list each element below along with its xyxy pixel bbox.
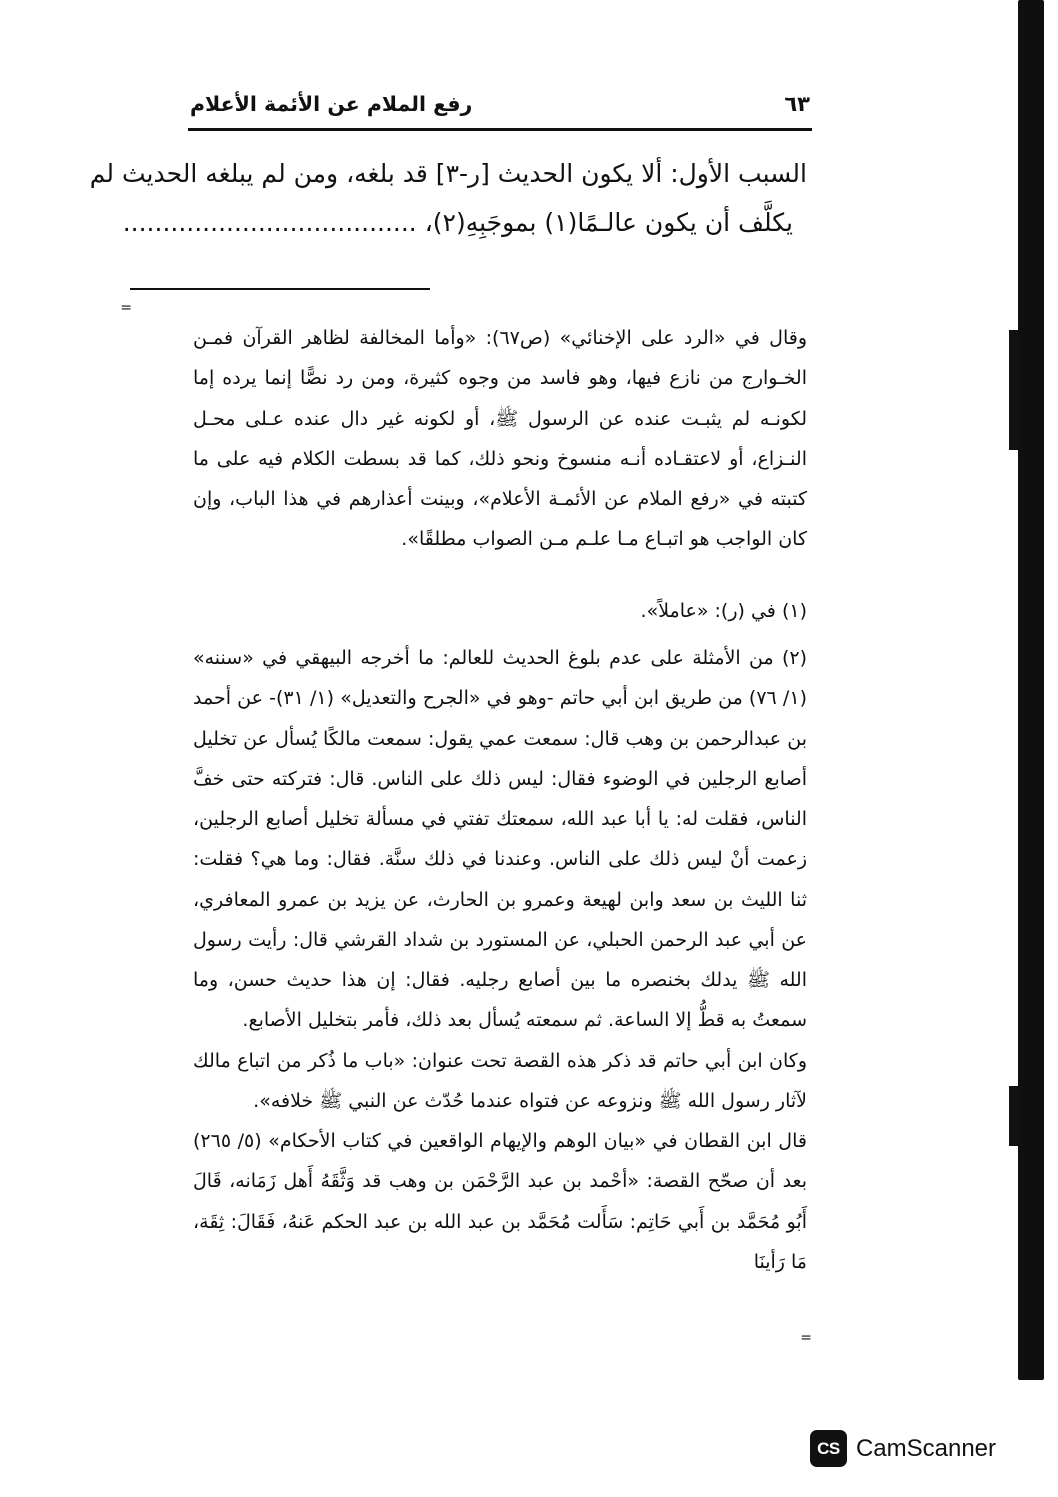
camscanner-logo-icon: CS — [810, 1430, 847, 1467]
main-text-line-2: يكلَّف أن يكون عالـمًا(١) بموجَبِهِ(٢)، ..................................... — [122, 207, 793, 237]
footnote-2-extra-paragraph-1: وكان ابن أبي حاتم قد ذكر هذه القصة تحت عنوان: «باب ما ذُكر من اتباع مالك لآثار رسول الله ﷺ ونزوعه عن فتواه عندما حُدّث عن النبي ﷺ خلافه». — [193, 1049, 807, 1112]
main-text-line-1: السبب الأول: ألا يكون الحديث [ر-٣] قد بلغه، ومن لم يبلغه الحديث لم — [89, 159, 807, 188]
footnote-1-text — [193, 592, 807, 631]
camscanner-watermark — [810, 1430, 996, 1467]
footnote-separator-rule — [130, 288, 430, 290]
footnote-continued — [193, 318, 807, 560]
footnote-2-extra-paragraph-2: قال ابن القطان في «بيان الوهم والإيهام الواقعين في كتاب الأحكام» (٥/ ٢٦٥) بعد أن صحّح القصة: «أحْمد بن عبد الرَّحْمَن بن وهب قد وَثَّقَهُ أَهل زَمَانه، قَالَ أَبُو مُحَمَّد بن أَبي حَاتِم: سَأَلت مُحَمَّد بن عبد الله بن عبد الحكم عَنهُ، فَقَالَ: ثِقَة، مَا رَأينَا — [193, 1130, 807, 1273]
page-binding-edge — [1000, 0, 1058, 1497]
binding-shadow — [1018, 0, 1044, 1380]
page-number: ٦٣ — [784, 92, 810, 116]
footnote-1-body: في (ر): «عاملاً». — [640, 600, 776, 622]
page-header — [190, 92, 810, 116]
main-text-block — [89, 150, 807, 248]
header-rule — [188, 128, 812, 131]
footnote-2-body: من الأمثلة على عدم بلوغ الحديث للعالم: ما أخرجه البيهقي في «سننه» (١/ ٧٦) من طريق ابن أبي حاتم -وهو في «الجرح والتعديل» (١/ ٣١)- عن أحمد بن عبدالرحمن بن وهب قال: سمعت عمي يقول: سمعت مالكًا يُسأل عن تخليل أصابع الرجلين في الوضوء فقال: ليس ذلك على الناس. قال: فتركته حتى خفَّ الناس، فقلت له: يا أبا عبد الله، سمعتك تفتي في مسألة تخليل أصابع الرجلين، زعمت أنْ ليس ذلك على الناس. وعندنا في ذلك سنَّة. فقال: وما هي؟ فقلت: ثنا الليث بن سعد وابن لهيعة وعمرو بن الحارث، عن يزيد بن عمرو المعافري، عن أبي عبد الرحمن الحبلي، عن المستورد بن شداد القرشي قال: رأيت رسول الله ﷺ يدلك بخنصره ما بين أصابع رجليه. فقال: إن هذا حديث حسن، وما سمعتُ به قطُّ إلا الساعة. ثم سمعته يُسأل بعد ذلك، فأمر بتخليل الأصابع. — [193, 647, 807, 1032]
footnote-1-marker: (١) — [781, 600, 807, 622]
footnote-2-marker: (٢) — [781, 647, 807, 669]
footnote-continued-text: وقال في «الرد على الإخنائي» (ص٦٧): «وأما المخالفة لظاهر القرآن فمـن الخـوارج من نازع فيها، وهو فاسد من وجوه كثيرة، ومن رد نصًّا إنما يرده إما لكونـه لم يثبـت عنده عن الرسول ﷺ، أو لكونه غير دال عنده عـلى محـل النـزاع، أو لاعتقـاده أنـه منسوخ ونحو ذلك، كما قد بسطت الكلام فيه على ما كتبته في «رفع الملام عن الأئمـة الأعلام»، وبينت أعذارهم في هذا الباب، وإن كان الواجب هو اتبـاع مـا علـم مـن الصواب مطلقًا». — [193, 327, 807, 551]
footnote-1 — [193, 592, 807, 631]
page-edge-nick-upper — [1009, 330, 1018, 450]
continuation-mark-top: = — [120, 300, 132, 316]
footnote-2-text — [193, 638, 807, 1041]
book-title: رفع الملام عن الأئمة الأعلام — [190, 92, 473, 116]
page-edge-nick-lower — [1009, 1086, 1018, 1146]
continuation-mark-bottom: = — [800, 1330, 812, 1346]
footnote-2 — [193, 638, 807, 1282]
binding-shadow-lower — [1018, 1380, 1044, 1497]
camscanner-label: CamScanner — [855, 1434, 996, 1462]
